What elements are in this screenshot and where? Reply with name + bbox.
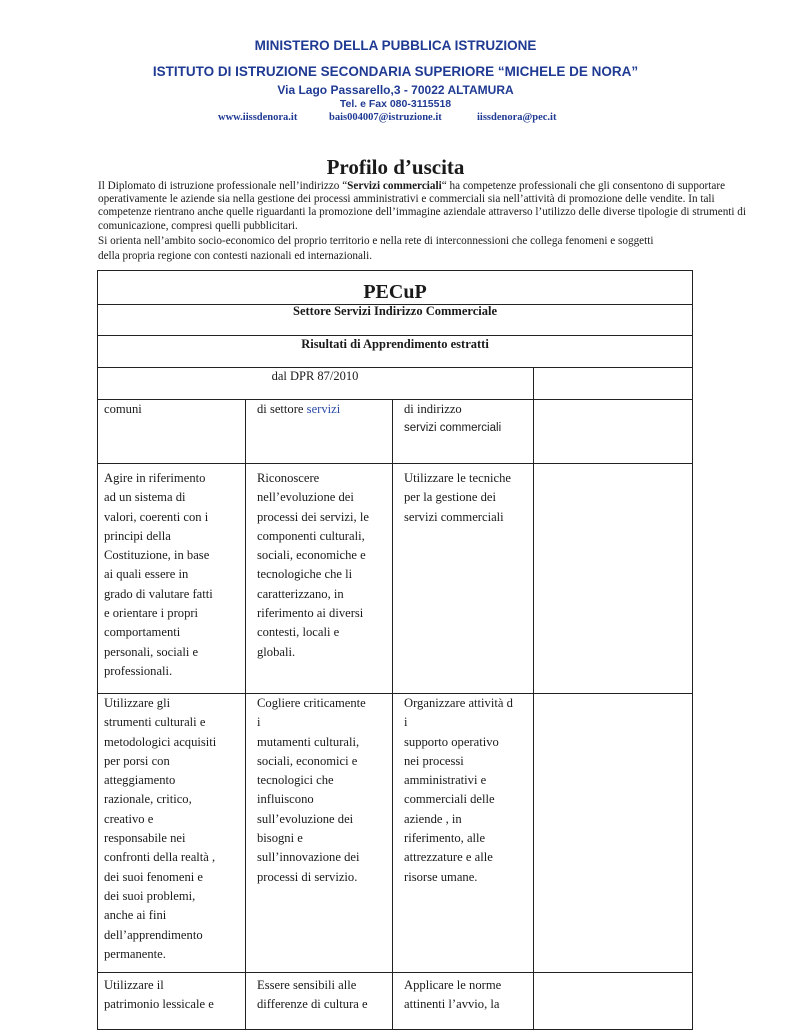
row-2-comuni — [104, 694, 240, 964]
intro-highlight: Servizi commerciali — [347, 180, 442, 192]
intro-text-after: “ ha competenze professionali che gli consentono di supportare operativamente le aziende sia nella gestione dei processi amministrativi e commerciali sia nell’attività di promozione delle vendite. In tali competenze rientrano anche quelle riguardanti la promozione dell’immagine aziendale attraverso l’utilizzo delle diverse tipologie di strumenti di comunicazione, compresi quelli pubblicitari. — [98, 180, 747, 232]
cell-line: responsabile nei — [104, 831, 186, 846]
column-divider — [245, 399, 246, 1030]
row-3-comuni — [104, 976, 240, 1015]
cell-line: attrezzature e alle — [404, 850, 493, 865]
cell-line: differenze di cultura e — [257, 997, 368, 1012]
cell-line: i — [257, 715, 261, 730]
cell-line: contesti, locali e — [257, 625, 340, 640]
address-line: Via Lago Passarello,3 - 70022 ALTAMURA — [277, 83, 514, 97]
cell-line: per porsi con — [104, 753, 170, 768]
cell-line: bisogni e — [257, 831, 303, 846]
cell-line: professionali. — [104, 663, 173, 678]
sector-label: Settore Servizi Indirizzo Commerciale — [293, 304, 497, 318]
pecup-table — [97, 270, 693, 1030]
phone-line: Tel. e Fax 080-3115518 — [339, 98, 452, 110]
cell-line: anche ai fini — [104, 908, 167, 923]
header-indirizzo-label: di indirizzo — [404, 402, 462, 416]
cell-line: commerciali delle — [404, 792, 495, 807]
cell-line: tecnologici che — [257, 773, 334, 788]
cell-line: confronti della realtà , — [104, 850, 216, 865]
cell-line: processi dei servizi, le — [257, 509, 369, 524]
cell-line: Utilizzare il — [104, 978, 164, 992]
column-divider — [533, 367, 534, 1030]
cell-line: globali. — [257, 644, 296, 659]
cell-line: sull’innovazione dei — [257, 850, 360, 865]
table-divider — [98, 367, 692, 368]
row-2-indirizzo — [404, 694, 530, 887]
cell-line: Agire in riferimento — [104, 471, 206, 485]
intro-text-before: Il Diplomato di istruzione professionale nell’indirizzo “ — [98, 180, 348, 192]
website-link[interactable]: www.iissdenora.it — [218, 112, 298, 123]
cell-line: Organizzare attività d — [404, 696, 513, 710]
cell-line: nell’evoluzione dei — [257, 490, 354, 505]
cell-line: mutamenti culturali, — [257, 734, 360, 749]
column-header-settore — [257, 400, 389, 419]
cell-line: aziende , in — [404, 811, 462, 826]
header-settore-label: di settore — [257, 402, 307, 416]
header-servizi-label: servizi — [306, 402, 341, 416]
row-1-comuni — [104, 469, 240, 681]
cell-line: ai quali essere in — [104, 567, 189, 582]
cell-line: grado di valutare fatti — [104, 586, 213, 601]
column-header-comuni: comuni — [104, 402, 142, 416]
intro-paragraph-2: Si orienta nell’ambito socio-economico del proprio territorio e nella rete di interconnessioni che collega fenomeni e soggetti — [98, 235, 654, 247]
cell-line: Utilizzare gli — [104, 696, 171, 710]
cell-line: atteggiamento — [104, 773, 176, 788]
cell-line: permanente. — [104, 946, 166, 961]
cell-line: creativo e — [104, 811, 154, 826]
cell-line: Applicare le norme — [404, 978, 502, 992]
cell-line: sull’evoluzione dei — [257, 811, 354, 826]
table-title: PECuP — [363, 281, 427, 303]
cell-line: Cogliere criticamente — [257, 696, 366, 710]
cell-line: processi di servizio. — [257, 869, 358, 884]
row-1-indirizzo — [404, 469, 530, 527]
cell-line: patrimonio lessicale e — [104, 997, 214, 1012]
cell-line: tecnologiche che li — [257, 567, 353, 582]
cell-line: Essere sensibili alle — [257, 978, 357, 992]
institute-heading: ISTITUTO DI ISTRUZIONE SECONDARIA SUPERIORE “MICHELE DE NORA” — [152, 64, 639, 79]
row-2-settore — [257, 694, 389, 887]
cell-line: riferimento, alle — [404, 831, 486, 846]
row-1-settore — [257, 469, 389, 662]
cell-line: supporto operativo — [404, 734, 499, 749]
cell-line: e orientare i propri — [104, 606, 199, 621]
cell-line: nei processi — [404, 753, 464, 768]
cell-line: personali, sociali e — [104, 644, 199, 659]
cell-line: attinenti l’avvio, la — [404, 997, 500, 1012]
page-title: Profilo d’uscita — [326, 155, 465, 179]
intro-paragraph — [98, 180, 748, 233]
cell-line: sociali, economiche e — [257, 548, 366, 563]
cell-line: comportamenti — [104, 625, 181, 640]
cell-line: Costituzione, in base — [104, 548, 210, 563]
table-divider — [98, 972, 692, 973]
cell-line: Utilizzare le tecniche — [404, 471, 511, 485]
intro-paragraph-3: della propria regione con contesti nazionali ed internazionali. — [98, 250, 372, 262]
email-link[interactable]: bais004007@istruzione.it — [329, 112, 442, 123]
row-3-indirizzo — [404, 976, 530, 1015]
cell-line: valori, coerenti con i — [104, 509, 209, 524]
cell-line: sociali, economici e — [257, 753, 358, 768]
table-divider — [98, 304, 692, 305]
column-divider — [392, 399, 393, 1030]
cell-line: riferimento ai diversi — [257, 606, 364, 621]
table-divider — [98, 335, 692, 336]
cell-line: ad un sistema di — [104, 490, 186, 505]
cell-line: componenti culturali, — [257, 528, 365, 543]
cell-line: strumenti culturali e — [104, 715, 206, 730]
cell-line: dei suoi problemi, — [104, 888, 196, 903]
cell-line: metodologici acquisiti — [104, 734, 217, 749]
cell-line: i — [404, 715, 408, 730]
cell-line: per la gestione dei — [404, 490, 496, 505]
source-label: dal DPR 87/2010 — [271, 369, 359, 383]
pec-email-link[interactable]: iissdenora@pec.it — [477, 112, 557, 123]
cell-line: servizi commerciali — [404, 509, 504, 524]
cell-line: razionale, critico, — [104, 792, 192, 807]
cell-line: risorse umane. — [404, 869, 478, 884]
cell-line: influiscono — [257, 792, 314, 807]
cell-line: dell’apprendimento — [104, 927, 203, 942]
table-divider — [98, 463, 692, 464]
cell-line: amministrativi e — [404, 773, 487, 788]
header-indirizzo-sub: servizi commerciali — [404, 422, 502, 435]
ministry-heading: MINISTERO DELLA PUBBLICA ISTRUZIONE — [254, 38, 537, 53]
cell-line: principi della — [104, 528, 171, 543]
cell-line: caratterizzano, in — [257, 586, 344, 601]
row-3-settore — [257, 976, 389, 1015]
cell-line: Riconoscere — [257, 471, 320, 485]
column-header-indirizzo — [404, 400, 530, 439]
results-heading: Risultati di Apprendimento estratti — [301, 337, 489, 351]
cell-line: dei suoi fenomeni e — [104, 869, 203, 884]
